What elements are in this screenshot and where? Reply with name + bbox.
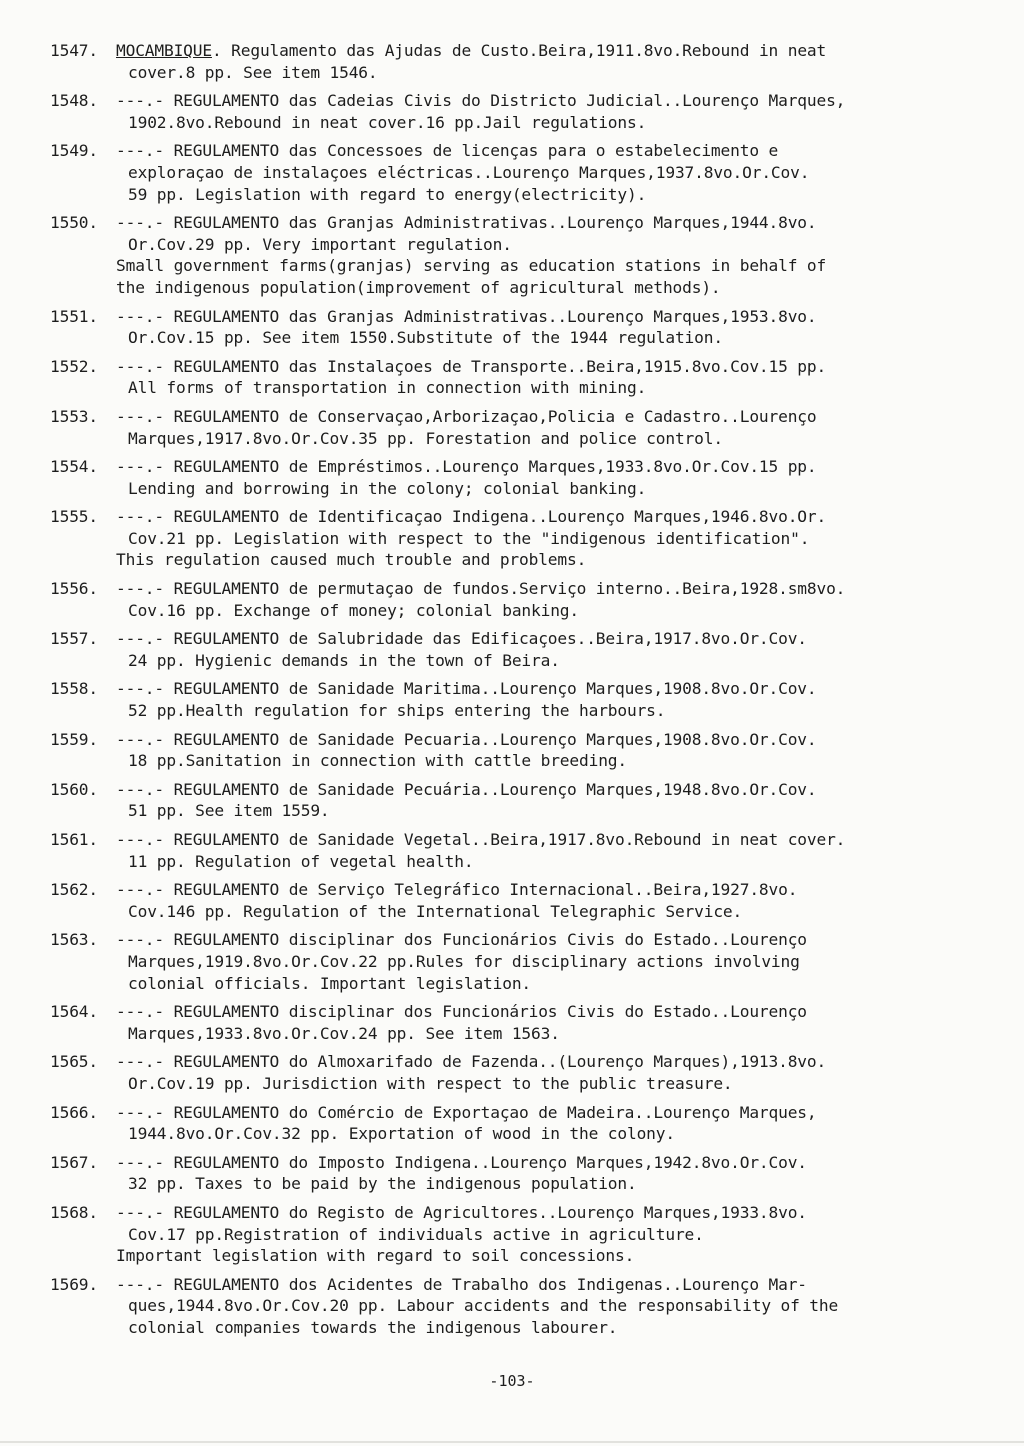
entry-line: Small government farms(granjas) serving as education stations in behalf of	[116, 256, 827, 276]
entry-line: Or.Cov.19 pp. Jurisdiction with respect to the public treasure.	[128, 1073, 733, 1093]
entry-text	[116, 1102, 980, 1145]
entry-line: ---.- REGULAMENTO das Instalaçoes de Transporte..Beira,1915.8vo.Cov.15 pp.	[116, 356, 827, 376]
entry-line: ---.- REGULAMENTO do Imposto Indigena..Lourenço Marques,1942.8vo.Or.Cov.	[116, 1152, 807, 1172]
entry-number: 1569.	[50, 1274, 98, 1294]
catalogue-entry	[50, 1202, 980, 1267]
entry-number: 1556.	[50, 579, 98, 599]
entry-text	[116, 929, 980, 994]
entry-line: the indigenous population(improvement of agricultural methods).	[116, 277, 721, 297]
catalogue-entry	[50, 140, 980, 205]
entry-line: 32 pp. Taxes to be paid by the indigenous population.	[128, 1174, 637, 1194]
entry-number: 1560.	[50, 779, 98, 799]
catalogue-entry	[50, 456, 980, 499]
catalogue-entry	[50, 1102, 980, 1145]
catalogue-entry	[50, 1274, 980, 1339]
entry-line: ---.- REGULAMENTO de Identificaçao Indigena..Lourenço Marques,1946.8vo.Or.	[116, 507, 827, 527]
entry-text	[116, 212, 980, 298]
entry-line: Or.Cov.29 pp. Very important regulation.	[128, 234, 512, 254]
bottom-edge	[0, 1441, 1024, 1443]
catalogue-entry	[50, 90, 980, 133]
entry-line: ---.- REGULAMENTO de permutaçao de fundos.Serviço interno..Beira,1928.sm8vo.	[116, 579, 846, 599]
entry-line: 18 pp.Sanitation in connection with cattle breeding.	[128, 751, 627, 771]
entry-line: 59 pp. Legislation with regard to energy(electricity).	[128, 184, 647, 204]
entry-line: ---.- REGULAMENTO disciplinar dos Funcionários Civis do Estado..Lourenço	[116, 930, 807, 950]
entry-line: ---.- REGULAMENTO das Cadeias Civis do Districto Judicial..Lourenço Marques,	[116, 91, 846, 111]
entry-text	[116, 40, 980, 83]
entry-line: Cov.146 pp. Regulation of the International Telegraphic Service.	[128, 901, 743, 921]
entry-line	[116, 40, 980, 62]
entry-line: Or.Cov.15 pp. See item 1550.Substitute of the 1944 regulation.	[128, 328, 723, 348]
entry-number: 1554.	[50, 457, 98, 477]
catalogue-entry	[50, 929, 980, 994]
entry-line: ---.- REGULAMENTO de Serviço Telegráfico Internacional..Beira,1927.8vo.	[116, 880, 798, 900]
entry-text	[116, 1274, 980, 1339]
entry-text	[116, 1202, 980, 1267]
entry-number: 1568.	[50, 1202, 98, 1222]
entry-text	[116, 628, 980, 671]
page-number: -103-	[489, 1372, 535, 1390]
entry-text	[116, 90, 980, 133]
entry-text	[116, 406, 980, 449]
entry-text	[116, 678, 980, 721]
entry-line: 1902.8vo.Rebound in neat cover.16 pp.Jail regulations.	[128, 112, 647, 132]
entry-number: 1567.	[50, 1152, 98, 1172]
entry-number: 1550.	[50, 213, 98, 233]
entry-number: 1559.	[50, 729, 98, 749]
entry-line: ---.- REGULAMENTO de Sanidade Pecuária..Lourenço Marques,1948.8vo.Or.Cov.	[116, 779, 817, 799]
catalogue-entry	[50, 829, 980, 872]
entry-number: 1558.	[50, 679, 98, 699]
entry-line: exploraçao de instalaçoes eléctricas..Lourenço Marques,1937.8vo.Or.Cov.	[128, 162, 810, 182]
entry-line: cover.8 pp. See item 1546.	[128, 62, 378, 82]
entry-number: 1555.	[50, 507, 98, 527]
entry-line: 1944.8vo.Or.Cov.32 pp. Exportation of wood in the colony.	[128, 1124, 675, 1144]
entry-text	[116, 140, 980, 205]
entry-line-rest: Regulamento das Ajudas de Custo.Beira,1911.8vo.Rebound in neat	[221, 41, 827, 60]
catalogue-entry	[50, 578, 980, 621]
entry-line: This regulation caused much trouble and problems.	[116, 550, 587, 570]
catalogue-entry	[50, 306, 980, 349]
catalogue-entry	[50, 1152, 980, 1195]
entry-number: 1551.	[50, 306, 98, 326]
entry-line: ---.- REGULAMENTO de Conservaçao,Arborizaçao,Policia e Cadastro..Lourenço	[116, 406, 817, 426]
catalogue-entry	[50, 1001, 980, 1044]
entry-line: ---.- REGULAMENTO das Granjas Administrativas..Lourenço Marques,1944.8vo.	[116, 213, 817, 233]
entry-line: ques,1944.8vo.Or.Cov.20 pp. Labour accidents and the responsability of the	[128, 1296, 839, 1316]
entry-number: 1557.	[50, 629, 98, 649]
entry-line: Marques,1933.8vo.Or.Cov.24 pp. See item 1563.	[128, 1023, 560, 1043]
entry-number: 1553.	[50, 406, 98, 426]
entry-line: ---.- REGULAMENTO de Salubridade das Edificaçoes..Beira,1917.8vo.Or.Cov.	[116, 629, 807, 649]
catalogue-entry	[50, 1051, 980, 1094]
entry-line: ---.- REGULAMENTO de Empréstimos..Lourenço Marques,1933.8vo.Or.Cov.15 pp.	[116, 457, 817, 477]
entry-line: colonial officials. Important legislation.	[128, 973, 532, 993]
entry-text	[116, 506, 980, 571]
entry-line: ---.- REGULAMENTO do Registo de Agricultores..Lourenço Marques,1933.8vo.	[116, 1202, 807, 1222]
entry-number: 1562.	[50, 880, 98, 900]
entry-text	[116, 829, 980, 872]
entry-text	[116, 306, 980, 349]
entry-number: 1548.	[50, 91, 98, 111]
entry-line: ---.- REGULAMENTO disciplinar dos Funcionários Civis do Estado..Lourenço	[116, 1002, 807, 1022]
entry-text	[116, 578, 980, 621]
catalogue-entry	[50, 356, 980, 399]
entry-line: Marques,1917.8vo.Or.Cov.35 pp. Forestation and police control.	[128, 428, 723, 448]
catalogue-entry	[50, 506, 980, 571]
entry-line: 24 pp. Hygienic demands in the town of Beira.	[128, 650, 560, 670]
entry-line: Cov.17 pp.Registration of individuals active in agriculture.	[128, 1224, 704, 1244]
catalogue-entry	[50, 879, 980, 922]
entry-line: ---.- REGULAMENTO das Concessoes de licenças para o estabelecimento e	[116, 141, 779, 161]
entry-line: ---.- REGULAMENTO dos Acidentes de Trabalho dos Indigenas..Lourenço Mar-	[116, 1274, 807, 1294]
entry-line: All forms of transportation in connection with mining.	[128, 378, 647, 398]
entry-line: 51 pp. See item 1559.	[128, 801, 330, 821]
entry-line: Lending and borrowing in the colony; colonial banking.	[128, 478, 647, 498]
catalogue-entry	[50, 406, 980, 449]
entry-line: 11 pp. Regulation of vegetal health.	[128, 851, 474, 871]
entry-line: ---.- REGULAMENTO de Sanidade Vegetal..Beira,1917.8vo.Rebound in neat cover.	[116, 830, 846, 849]
entry-text	[116, 729, 980, 772]
entry-text	[116, 456, 980, 499]
entry-number: 1563.	[50, 930, 98, 950]
entry-text	[116, 779, 980, 822]
heading-period: .	[211, 41, 222, 60]
entry-line: 52 pp.Health regulation for ships entering the harbours.	[128, 701, 666, 721]
entry-line: ---.- REGULAMENTO de Sanidade Pecuaria..Lourenço Marques,1908.8vo.Or.Cov.	[116, 729, 817, 749]
entry-text	[116, 1051, 980, 1094]
catalogue-entry	[50, 779, 980, 822]
entry-line: Cov.16 pp. Exchange of money; colonial banking.	[128, 600, 579, 620]
catalogue-entry	[50, 729, 980, 772]
entry-line: Important legislation with regard to soil concessions.	[116, 1246, 635, 1266]
entry-line: ---.- REGULAMENTO do Comércio de Exportaçao de Madeira..Lourenço Marques,	[116, 1102, 817, 1122]
entry-text	[116, 879, 980, 922]
entry-number: 1552.	[50, 356, 98, 376]
entry-number: 1561.	[50, 830, 98, 849]
entry-number: 1564.	[50, 1002, 98, 1022]
entry-heading: MOCAMBIQUE	[116, 41, 212, 60]
entry-text	[116, 356, 980, 399]
entry-list	[50, 40, 980, 1345]
catalogue-entry	[50, 628, 980, 671]
catalogue-entry	[50, 212, 980, 298]
entry-number: 1547.	[50, 41, 98, 60]
entry-text	[116, 1001, 980, 1044]
entry-line: colonial companies towards the indigenous labourer.	[128, 1317, 618, 1337]
entry-text	[116, 1152, 980, 1195]
entry-line: ---.- REGULAMENTO de Sanidade Maritima..Lourenço Marques,1908.8vo.Or.Cov.	[116, 679, 817, 699]
entry-line: Cov.21 pp. Legislation with respect to the "indigenous identification".	[128, 528, 810, 548]
catalogue-entry	[50, 40, 980, 83]
catalogue-entry	[50, 678, 980, 721]
entry-line: ---.- REGULAMENTO do Almoxarifado de Fazenda..(Lourenço Marques),1913.8vo.	[116, 1052, 827, 1072]
entry-number: 1566.	[50, 1102, 98, 1122]
entry-line: Marques,1919.8vo.Or.Cov.22 pp.Rules for disciplinary actions involving	[128, 951, 800, 971]
entry-line: ---.- REGULAMENTO das Granjas Administrativas..Lourenço Marques,1953.8vo.	[116, 306, 817, 326]
entry-number: 1565.	[50, 1052, 98, 1072]
entry-number: 1549.	[50, 141, 98, 161]
